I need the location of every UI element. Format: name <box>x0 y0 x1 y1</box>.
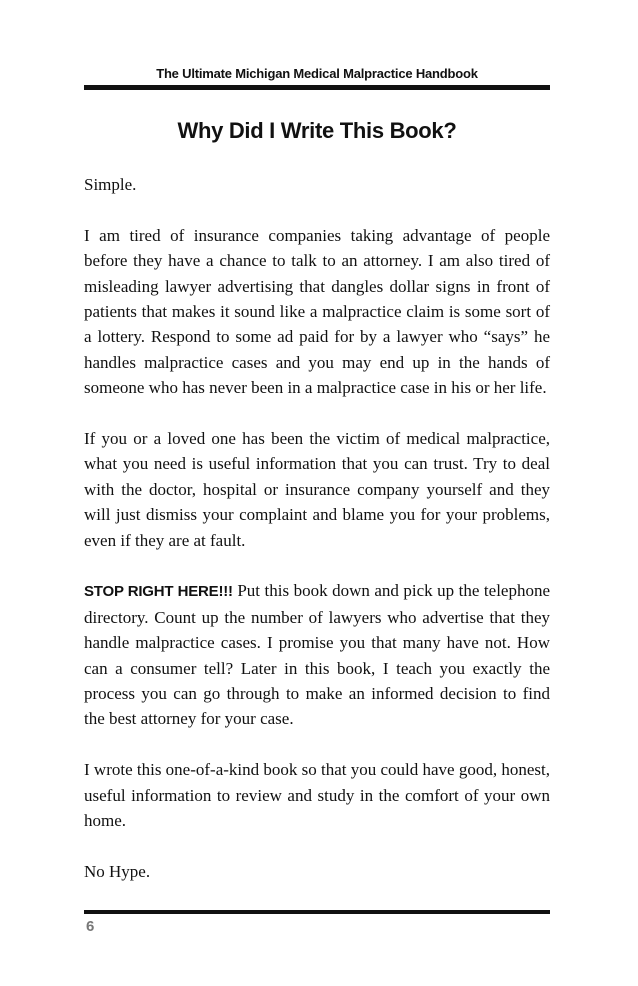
page-number: 6 <box>86 918 95 935</box>
paragraph-no-hype: No Hype. <box>84 861 151 881</box>
paragraph-wrote: I wrote this one-of-a-kind book so that you could have good, honest, useful information to review and study in the comfort of your own home. <box>84 760 550 831</box>
body-text <box>84 172 550 910</box>
paragraph-simple: Simple. <box>84 175 137 194</box>
chapter-title: Why Did I Write This Book? <box>177 118 457 143</box>
paragraph-tired: I am tired of insurance companies taking advantage of people before they have a chance to talk to an attorney. I am also tired of misleading lawyer advertising that dangles dollar signs in front of patients that makes it sound like a malpractice claim is some sort of a lottery. Respond to some ad paid for by a lawyer who “says” he handles malpractice cases and you may end up in the hands of someone who has never been in a malpractice case in his or her life. <box>84 225 550 398</box>
header-rule <box>84 85 550 90</box>
paragraph-victim: If you or a loved one has been the victim of medical malpractice, what you need is useful information that you can trust. Try to deal with the doctor, hospital or insurance company yourself and they will just dismiss your complaint and blame you for your problems, even if they are at fault. <box>84 429 550 550</box>
stop-callout: STOP RIGHT HERE!!! <box>84 583 233 601</box>
paragraph-stop <box>84 578 550 731</box>
footer-rule <box>84 910 550 914</box>
running-header: The Ultimate Michigan Medical Malpractice Handbook <box>156 66 478 81</box>
paragraph-stop-text: Put this book down and pick up the telephone directory. Count up the number of lawyers who advertise that they handle malpractice cases. I promise you that many have not. How can a consumer tell? Later in this book, I teach you exactly the process you can go through to make an informed decision to find the best attorney for your case. <box>84 581 551 729</box>
